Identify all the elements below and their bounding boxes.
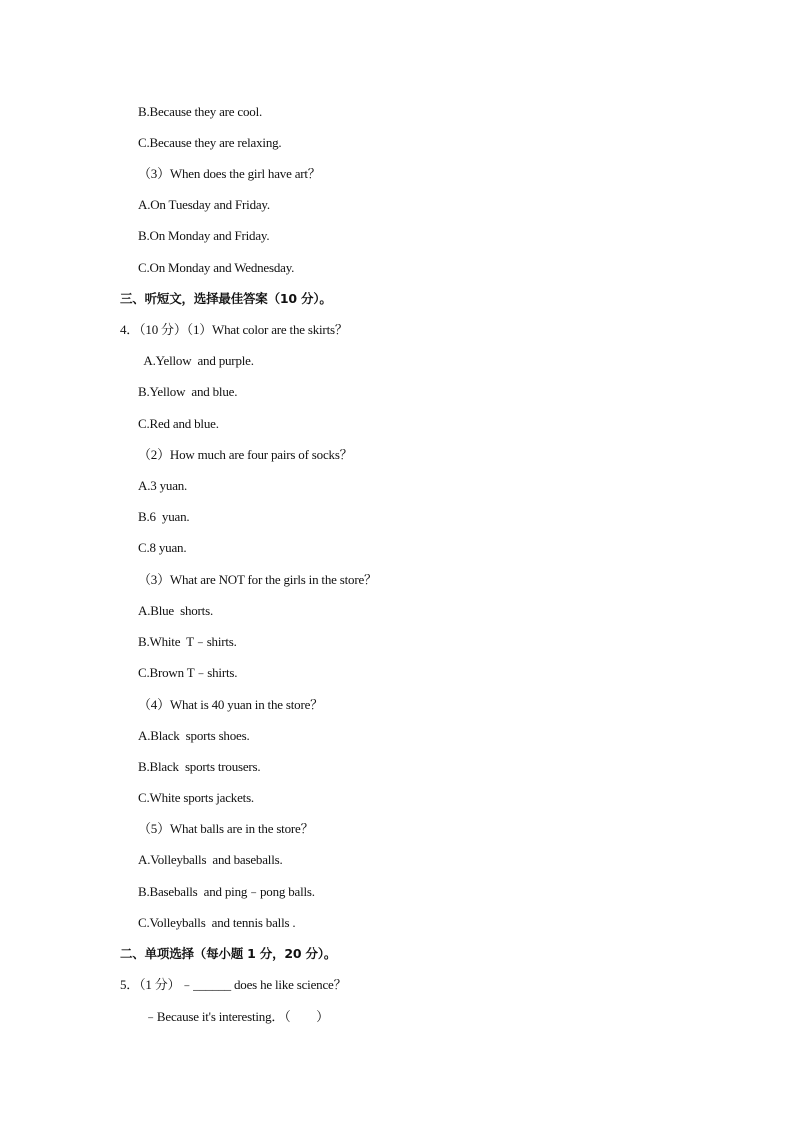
section-3-heading: 三、听短文，选择最佳答案（10 分）。	[120, 291, 332, 306]
option-c-relaxing: C.Because they are relaxing.	[138, 135, 282, 150]
option-b-monday-friday: B.On Monday and Friday.	[138, 228, 270, 243]
option-c-brown-tshirts: C.Brown T﹣shirts.	[138, 665, 238, 680]
option-c-monday-wednesday: C.On Monday and Wednesday.	[138, 260, 295, 275]
option-c-volleyballs-tennis: C.Volleyballs and tennis balls .	[138, 915, 296, 930]
option-c-red-blue: C.Red and blue.	[138, 416, 219, 431]
option-a-volleyballs-baseballs: A.Volleyballs and baseballs.	[138, 852, 283, 867]
question-4-2-socks: （2）How much are four pairs of socks？	[138, 447, 353, 462]
option-b-baseballs-pingpong: B.Baseballs and ping﹣pong balls.	[138, 884, 315, 899]
option-c-white-sports-jackets: C.White sports jackets.	[138, 790, 254, 805]
option-b-6-yuan: B.6 yuan.	[138, 509, 190, 524]
question-5-science: 5．（1 分）﹣______ does he like science？	[120, 977, 347, 992]
question-4-skirts: 4．（10 分）（1）What color are the skirts？	[120, 322, 348, 337]
question-5-answer-line: ﹣Because it's interesting．（ ）	[138, 1009, 329, 1024]
question-4-3-not-for-girls: （3）What are NOT for the girls in the store？	[138, 572, 377, 587]
option-b-cool: B.Because they are cool.	[138, 104, 263, 119]
question-4-5-balls: （5）What balls are in the store？	[138, 821, 314, 836]
option-b-black-sports-trousers: B.Black sports trousers.	[138, 759, 261, 774]
question-3-art: （3）When does the girl have art？	[138, 166, 321, 181]
section-2-heading: 二、单项选择（每小题 1 分，20 分）。	[120, 946, 337, 961]
option-a-black-sports-shoes: A.Black sports shoes.	[138, 728, 250, 743]
option-a-3-yuan: A.3 yuan.	[138, 478, 188, 493]
option-c-8-yuan: C.8 yuan.	[138, 540, 187, 555]
option-a-tuesday-friday: A.On Tuesday and Friday.	[138, 197, 270, 212]
option-a-blue-shorts: A.Blue shorts.	[138, 603, 214, 618]
option-a-yellow-purple: A.Yellow and purple.	[138, 353, 254, 368]
question-4-4-40-yuan: （4）What is 40 yuan in the store？	[138, 697, 323, 712]
option-b-white-tshirts: B.White T﹣shirts.	[138, 634, 237, 649]
option-b-yellow-blue: B.Yellow and blue.	[138, 384, 238, 399]
